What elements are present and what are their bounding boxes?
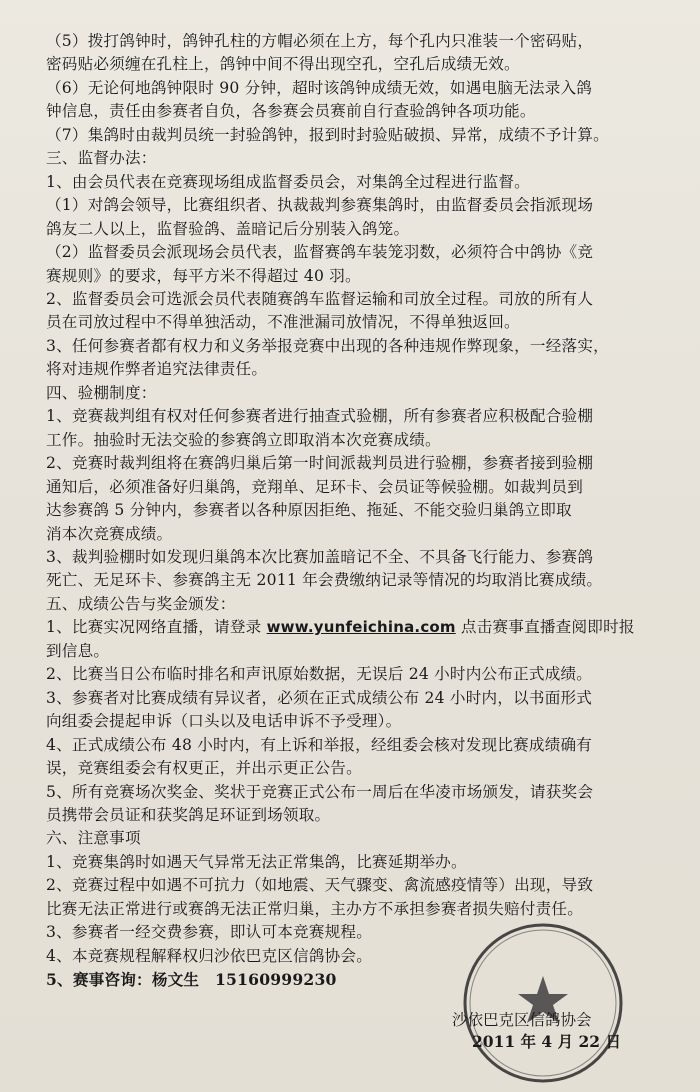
s3-sub-2-line-1: （2）监督委员会派现场会员代表，监督赛鸽车装笼羽数，必须符合中鸽协《竞 bbox=[46, 243, 594, 262]
s5-item-1-prefix: 1、比赛实况网络直播，请登录 bbox=[46, 618, 262, 637]
s5-item-5-line-2: 员携带会员证和获奖鸽足环证到场领取。 bbox=[46, 805, 331, 824]
official-seal bbox=[458, 918, 628, 1088]
document-date: 2011 年 4 月 22 日 bbox=[472, 1032, 621, 1051]
s5-item-1-line-1 bbox=[46, 616, 666, 639]
s4-item-2-line-2: 通知后，必须准备好归巢鸽，竞翔单、足环卡、会员证等候验棚。如裁判员到 bbox=[46, 477, 583, 496]
seal-graphic bbox=[458, 918, 628, 1088]
s4-item-1-line-1: 1、竞赛裁判组有权对任何参赛者进行抽查式验棚，所有参赛者应积极配合验棚 bbox=[46, 407, 594, 426]
section-5-heading: 五、成绩公告与奖金颁发： bbox=[46, 594, 236, 613]
s5-item-4-line-1: 4、正式成绩公布 48 小时内，有上诉和举报，经组委会核对发现比赛成绩确有 bbox=[46, 735, 593, 754]
s3-item-2-line-1: 2、监督委员会可选派会员代表随赛鸽车监督运输和司放全过程。司放的所有人 bbox=[46, 289, 594, 308]
s3-item-3-line-1: 3、任何参赛者都有权力和义务举报竞赛中出现的各种违规作弊现象，一经落实， bbox=[46, 336, 609, 355]
s3-item-1: 1、由会员代表在竞赛现场组成监督委员会，对集鸽全过程进行监督。 bbox=[46, 172, 530, 191]
s3-sub-1-line-1: （1）对鸽会领导，比赛组织者、执裁裁判参赛集鸽时，由监督委员会指派现场 bbox=[46, 196, 594, 215]
rule-7-line-1: （7）集鸽时由裁判员统一封验鸽钟，报到时封验贴破损、异常，成绩不予计算。 bbox=[46, 125, 609, 144]
s6-item-4: 4、本竞赛规程解释权归沙依巴克区信鸽协会。 bbox=[46, 946, 372, 965]
s6-item-1: 1、竞赛集鸽时如遇天气异常无法正常集鸽，比赛延期举办。 bbox=[46, 852, 467, 871]
s5-item-3-line-2: 向组委会提起申诉（口头以及电话申诉不予受理）。 bbox=[46, 712, 402, 731]
s5-item-1-suffix: 点击赛事直播查阅即时报 bbox=[460, 618, 635, 637]
s3-item-2-line-2: 员在司放过程中不得单独活动，不准泄漏司放情况，不得单独返回。 bbox=[46, 313, 520, 332]
s4-item-3-line-2: 死亡、无足环卡、参赛鸽主无 2011 年会费缴纳记录等情况的均取消比赛成绩。 bbox=[46, 571, 603, 590]
section-3-heading: 三、监督办法： bbox=[46, 149, 157, 168]
s6-item-3: 3、参赛者一经交费参赛，即认可本竞赛规程。 bbox=[46, 923, 372, 942]
website-link[interactable]: www.yunfeichina.com bbox=[266, 618, 456, 637]
s4-item-3-line-1: 3、裁判验棚时如发现归巢鸽本次比赛加盖暗记不全、不具备飞行能力、参赛鸽 bbox=[46, 547, 594, 566]
rule-5-line-2: 密码贴必须缠在孔柱上，鸽钟中间不得出现空孔，空孔后成绩无效。 bbox=[46, 55, 520, 74]
s4-item-2-line-3: 达参赛鸽 5 分钟内，参赛者以各种原因拒绝、拖延、不能交验归巢鸽立即取 bbox=[46, 501, 572, 520]
s6-item-2-line-1: 2、竞赛过程中如遇不可抗力（如地震、天气骤变、禽流感疫情等）出现，导致 bbox=[46, 876, 594, 895]
s5-item-4-line-2: 误，竞赛组委会有权更正，并出示更正公告。 bbox=[46, 759, 362, 778]
s5-item-2: 2、比赛当日公布临时排名和声讯原始数据，无误后 24 小时内公布正式成绩。 bbox=[46, 665, 593, 684]
s4-item-1-line-2: 工作。抽验时无法交验的参赛鸽立即取消本次竞赛成绩。 bbox=[46, 430, 441, 449]
s5-item-5-line-1: 5、所有竞赛场次奖金、奖状于竞赛正式公布一周后在华凌市场颁发，请获奖会 bbox=[46, 782, 594, 801]
seal-organization-text: 沙依巴克区信鸽协会 bbox=[452, 1011, 592, 1029]
s6-item-2-line-2: 比赛无法正常进行或赛鸽无法正常归巢，主办方不承担参赛者损失赔付责任。 bbox=[46, 899, 583, 918]
rule-6-line-2: 钟信息，责任由参赛者自负，各参赛会员赛前自行查验鸽钟各项功能。 bbox=[46, 102, 536, 121]
section-6-heading: 六、注意事项 bbox=[46, 829, 141, 848]
s4-item-2-line-4: 消本次竞赛成绩。 bbox=[46, 524, 173, 543]
document-body bbox=[46, 30, 666, 992]
section-4-heading: 四、验棚制度： bbox=[46, 383, 157, 402]
s5-item-3-line-1: 3、参赛者对比赛成绩有异议者，必须在正式成绩公布 24 小时内，以书面形式 bbox=[46, 688, 593, 707]
s3-sub-2-line-2: 赛规则》的要求，每平方米不得超过 40 羽。 bbox=[46, 266, 361, 285]
rule-6-line-1: （6）无论何地鸽钟限时 90 分钟，超时该鸽钟成绩无效，如遇电脑无法录入鸽 bbox=[46, 78, 593, 97]
s4-item-2-line-1: 2、竞赛时裁判组将在赛鸽归巢后第一时间派裁判员进行验棚，参赛者接到验棚 bbox=[46, 454, 594, 473]
s3-item-3-line-2: 将对违规作弊者追究法律责任。 bbox=[46, 360, 268, 379]
s6-item-5-contact: 5、赛事咨询：杨文生 15160999230 bbox=[46, 970, 337, 990]
rule-5-line-1: （5）拨打鸽钟时，鸽钟孔柱的方帽必须在上方，每个孔内只准装一个密码贴， bbox=[46, 32, 594, 50]
s3-sub-1-line-2: 鸽友二人以上，监督验鸽、盖暗记后分别装入鸽笼。 bbox=[46, 219, 410, 238]
s5-item-1-line-2: 到信息。 bbox=[46, 641, 110, 660]
